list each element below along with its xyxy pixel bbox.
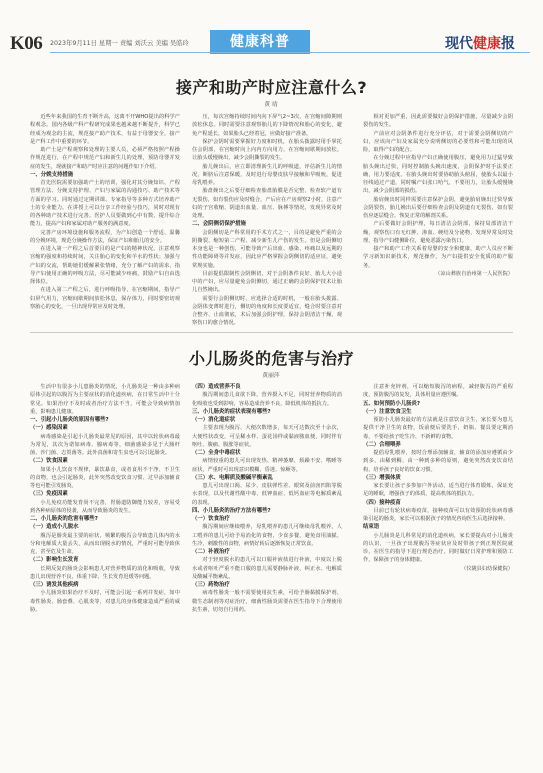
section-heading: （四）造成营养不良 — [192, 384, 241, 390]
paragraph: 病毒感染是引起小儿肠炎最常见的原因，其中以轮状病毒最为常见，其次为诺如病毒、腺病毒等，细菌感染多见于大肠杆菌、沙门菌、志贺菌等。此外真菌和寄生虫也可以引起肠炎。 — [30, 433, 180, 456]
paragraph: 接产和助产工作关系着母婴的安全和健康，助产人员应不断学习新知识新技术，规范操作，为产妇提供安全优质的助产服务。 — [363, 246, 513, 269]
section-heading: （一）注意饮食卫生 — [363, 408, 412, 415]
paragraph: 目前提倡限制性会阴侧切，对于会阴条件良好、胎儿大小适中的产妇，应尽量避免会阴侧切，通过正确的会阴保护技术让胎儿自然娩出。 — [192, 270, 342, 294]
section-heading: （二）影响生长发育 — [30, 557, 79, 564]
paragraph: 提倡母乳喂养，按时合理添加辅食，辅食的添加应遵循由少到多、由稀到稠、由一种到多种的原则，避免突然改变饮食结构，培养孩子良好的饮食习惯。 — [363, 450, 513, 473]
paragraph: 目前已有轮状病毒疫苗，接种疫苗可以有效预防轮状病毒感染引起的肠炎，家长可以根据孩子的情况咨询医生后选择接种。 — [363, 507, 513, 522]
section-heading: （三）药物治疗 — [192, 582, 230, 588]
paragraph: 家长要让孩子多参加户外活动，适当进行体育锻炼，保证充足的睡眠，增强孩子的体质，提高机体的抵抗力。 — [363, 483, 513, 498]
article2-author: 黄丽萍 — [262, 373, 280, 379]
paragraph: 近些年来我国的生育不断升高，这离不开WHO提出的科学产程观念。国内各级产科产程研究成果也越来越不断提升，科学已经成为观念的主流，规范接产助产技术，有益于母婴安全，接产是产科工作中重要的环节。 — [30, 114, 180, 145]
section-heading: （三）诱发其他疾病 — [30, 582, 79, 588]
section-heading: 一、引起小儿肠炎的原因有哪些? — [30, 417, 109, 423]
section-heading: 二、小儿肠炎的危害有哪些? — [30, 516, 98, 522]
section-heading: （一）消化道症状 — [192, 417, 236, 423]
paragraph: 患儿可出现口渴、尿少、皮肤弹性差、眼窝及前囟凹陷等脱水表现，以及代谢性酸中毒、低钾血症、低钙血症等电解质紊乱的表现。 — [192, 483, 342, 506]
article1-column-3 — [363, 113, 513, 329]
section-heading: 三、小儿肠炎的症状表现有哪些? — [192, 408, 271, 415]
paragraph: 产后要做好会阴护理，每日清洁会阴部，保持局部清洁干燥，观察伤口有无红肿、渗血、硬结及分泌物，发现异常及时处理，指导产妇健侧卧位，避免恶露污染伤口。 — [363, 221, 513, 244]
section-heading: 五、如何预防小儿肠炎? — [363, 400, 421, 407]
section-heading: （二）补液治疗 — [192, 549, 230, 555]
paragraph: 压，每次宫缩持续时间内向下屏气2~3次，在宫缩间隙期则放松休息。同时需要注意观察胎儿的下降情况和胎心的变化，避免产程延长，如果胎头已经着冠，应做好接产准备。 — [192, 114, 342, 137]
paragraph: 在进入第二产程之后，进行呼吸指导，在宫缩期间，指导产妇屏气用力，宫缩间歇期间放松休息，保存体力，同时要密切观察胎心的变化，一旦出现异常应及时处理。 — [30, 287, 180, 310]
article1-column-1 — [30, 113, 180, 329]
paragraph: 会阴侧切是产科常用的手术方式之一，目的是避免严重的会阴撕裂、缩短第二产程、减少新生儿产伤的发生。但是会阴侧切本身也是一种创伤，可能导致产后出血、感染、疼痛以及远期的性功能障碍等并发症，因此应严格掌握会阴侧切的适应证，避免常规实施。 — [192, 229, 342, 269]
section-heading: （四）接种疫苗 — [363, 499, 401, 506]
paragraph: 需要行会阴侧切时，应选择合适的时机，一般在胎头拨露、会阴体变薄时进行，侧切的角度和长度要适宜，缝合时要注意对合整齐、止血彻底，术后加强会阴护理，保持会阴清洁干燥，观察伤口的愈合情况。 — [192, 295, 342, 327]
paragraph: 小儿肠炎是儿科常见的消化道疾病，家长要提高对小儿肠炎的认识，一旦孩子出现腹泻等症状应及时带孩子到正规医院就诊，在医生的指导下进行规范治疗，同时做好日常护理和预防工作，保障孩子的身体健康。 — [363, 532, 513, 564]
section-heading: （一）饮食治疗 — [192, 516, 230, 522]
section-heading: （二）合理喂养 — [363, 441, 401, 448]
paragraph: 胎儿娩出后，应立即清理新生儿的呼吸道，评估新生儿的情况，断脐后注意保暖，及时进行母婴皮肤早接触和早吸吮，促进母乳喂养。 — [192, 163, 342, 186]
paragraph: 注意补充锌剂，可以缩短腹泻的病程，减轻腹泻的严重程度，预防腹泻的复发，具体用量应遵医嘱。 — [363, 384, 513, 399]
paragraph: 小儿免疫功能发育尚不完善，胃肠道防御能力较差，容易受到各种病原体的侵袭，从而导致肠炎的发生。 — [30, 499, 180, 514]
article2-column-1 — [30, 383, 180, 766]
article-divider — [30, 332, 513, 333]
paragraph: 产前应对会阴条件进行充分评估，对于需要会阴侧切的产妇，应该向产妇及家属充分说明侧切的必要性和可能出现的风险，取得产妇的配合。 — [363, 130, 513, 153]
article2-title: 小儿肠炎的危害与治疗 — [188, 349, 354, 368]
section-heading: （二）全身中毒症状 — [192, 450, 241, 456]
section-heading: （三）水、电解质及酸碱平衡紊乱 — [192, 474, 273, 481]
article1-column-2 — [192, 113, 342, 329]
section-heading: （三）增强体质 — [363, 474, 401, 481]
paragraph: （仪陇县妇幼保健院） — [461, 565, 513, 572]
paragraph: 胎盘娩出之后要仔细检查胎盘胎膜是否完整，检查软产道有无裂伤，如有裂伤应及时缝合，产后应在产房观察2小时，注意产妇的子宫收缩、阴道出血量、血压、脉搏等情况，发现异常及时处理。 — [192, 188, 342, 219]
section-heading: （一）感染因素 — [30, 425, 68, 432]
paragraph: 如果小儿饮食不规律，暴饮暴食，或者食用不干净、不卫生的食物，也会引起肠炎，此外突然改变饮食习惯、过早添加辅食等也可能引发肠炎。 — [30, 466, 180, 489]
paragraph: 腹泻期间应继续喂养，母乳喂养的患儿可继续母乳喂养，人工喂养的患儿可给予易消化的食物，少食多餐，避免食用油腻、生冷、刺激性的食物，病情好转后逐渐恢复正常饮食。 — [192, 524, 342, 547]
section-heading: （二）饮食因素 — [30, 458, 68, 465]
paragraph: 小儿肠炎如果治疗不及时，可能会引起一系列并发症，如中毒性肠炎、肠套叠、心肌炎等，对患儿的身体健康造成严重的威胁。 — [30, 590, 180, 613]
section-heading: （一）造成小儿脱水 — [30, 524, 79, 531]
newspaper-logo: 现代健康报 — [445, 36, 515, 52]
paragraph: 在分娩过程中应指导产妇正确使用腹压，避免用力过猛导致胎头娩出过快，同时控制胎头娩出速度，会阴保护时手法要正确，用力要适度。在胎头娩出时要协助胎头俯屈，使胎头以最小径线通过产道，同时嘱产妇张口哈气，不要用力，让胎头缓慢娩出，减少会阴部的损伤。 — [363, 155, 513, 195]
paragraph: 预防小儿肠炎最好的方法就是注意饮食卫生，家长要为患儿提供干净卫生的食物，饭前便后要洗手，奶瓶、餐具要定期消毒，不要给孩子吃生冷、不新鲜的食物。 — [363, 417, 513, 440]
paragraph: 对于轻度脱水的患儿可以口服补液盐进行补液，中度以上脱水或者呕吐严重不能口服的患儿需要静脉补液，纠正水、电解质及酸碱平衡紊乱。 — [192, 557, 342, 580]
section-heading: 二、会阴侧切保护措施 — [192, 221, 246, 228]
paragraph: 生活中有很多小儿患肠炎的情况，小儿肠炎是一种由多种病原体引起的以腹泻为主要症状的消化道疾病，在日常生活中十分常见。如果治疗不及时或者治疗方法不当，可能会导致病情加重，影响患儿健康。 — [30, 384, 180, 415]
paragraph: 保护会阴时需要掌握好力度和时机，在胎头拨露时用手掌托住会阴部，在宫缩时向上向内方向用力，在宫缩间歇期间放松。让胎头缓慢娩出，减少会阴撕裂的发生。 — [192, 138, 342, 162]
paragraph: 病情较重的患儿可出现发热、精神萎靡、烦躁不安、嗜睡等症状，严重时可出现意识模糊、昏迷、惊厥等。 — [192, 458, 342, 473]
paragraph: 腹泻是肠炎最主要的症状，频繁的腹泻会导致患儿体内的水分和电解质大量丢失，从而出现脱水的情况，严重时可能导致休克，甚至危及生命。 — [30, 532, 180, 555]
paragraph: 助产士是产程观察和处理的主要人员，必须严格按照产程操作规范进行，在产程中规范产妇和新生儿的处理，预防母婴并发症的发生，现就接产和助产时应注意的问题作如下介绍。 — [30, 147, 180, 170]
section-banner: 健康科普 — [210, 30, 310, 54]
paragraph: 完善产房环境设施和服务流程，为产妇创造一个舒适、温馨的分娩环境，规范分娩操作方法，保证产妇和胎儿的安全。 — [30, 229, 180, 244]
page-header — [0, 0, 543, 64]
paragraph: 病毒性肠炎一般不需要使用抗生素，可给予肠黏膜保护剂、微生态制剂等对症治疗，细菌性肠炎需要在医生指导下合理使用抗生素，切勿自行用药。 — [192, 590, 342, 613]
section-heading: 结束语 — [363, 524, 380, 531]
paragraph: 腹泻期间患儿食欲下降，营养摄入不足，同时营养物质的消化吸收也受到影响，容易造成营养不良，降低机体的抵抗力。 — [192, 392, 342, 407]
article1-author: 黄 靖 — [264, 102, 278, 108]
paragraph: 胎肩娩出时同样需要注意保护会阴，避免胎肩娩出过快导致会阴裂伤，胎儿娩出后要仔细检查会阴及阴道有无裂伤，如有裂伤应逐层缝合，恢复正常的解剖关系。 — [363, 196, 513, 219]
section-heading: 四、小儿肠炎的治疗方法有哪些? — [192, 507, 271, 514]
section-heading: （三）免疫因素 — [30, 491, 68, 498]
article2-column-2 — [192, 383, 342, 766]
paragraph: （凉山彝族自治州第一人民医院） — [435, 270, 513, 277]
paragraph: 相对更加严重，因此需要做好会阴保护措施，尽量减少会阴裂伤的发生。 — [363, 114, 513, 129]
article2-column-3 — [363, 383, 513, 766]
section-heading: 一、分娩支持措施 — [30, 171, 74, 178]
article1-title: 接产和助产时应注意什么? — [175, 78, 368, 97]
paragraph: 主要表现为腹泻、大便次数增多，每天可达数次至十余次，大便性状改变，可呈稀水样、蛋花汤样或黏液脓血便，同时伴有呕吐、腹痛、腹胀等症状。 — [192, 425, 342, 448]
paragraph: 在进入第一产程之后首要目的是产妇的精神状况，注意观察宫缩的强度和持续时间，关注胎心的变化和羊水的性状；加强与产妇的交流，帮助她们缓解紧张情绪，充分了解产妇的需求，指导产妇使用正确的呼吸方法，尽可能减少疼痛，鼓励产妇自由选择体位。 — [30, 246, 180, 285]
issue-meta: 2023年9月11日 星期一 责编 刘沃云 美编 吴皓玲 — [50, 40, 189, 47]
page-number: K06 — [10, 33, 43, 54]
paragraph: 长期反复的肠炎会影响患儿对营养物质的消化和吸收，导致患儿出现营养不良、体重下降、生长发育迟缓等问题。 — [30, 565, 180, 580]
paragraph: 首先医院需要加强助产士的培训，强化对其分娩知识、产程管理方法、分娩支持护理、产妇与家属的沟通技巧、助产技术等方面的学习。同时通过定期讲课、专家指导等多种方式培养助产士的专业能力。在讲授上可以分享工作经验与技巧，同时对现有的各种助产技术进行完善。医护人员要做到心中有数，提升综合能力，提高产妇和家属对助产服务的满意度。 — [30, 180, 180, 228]
